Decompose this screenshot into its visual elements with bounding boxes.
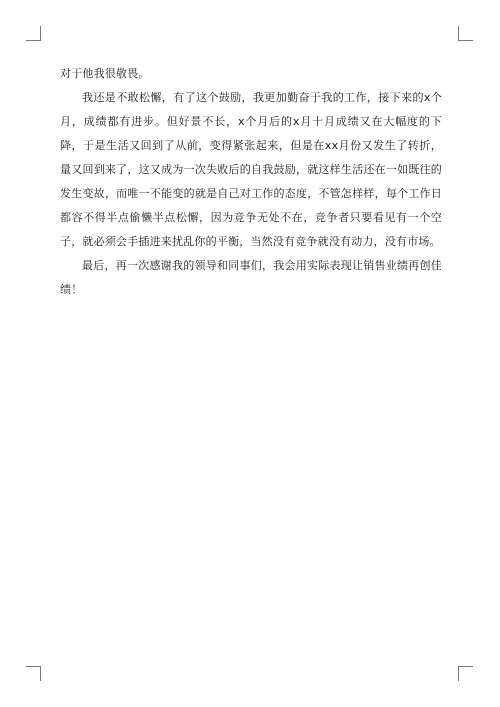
crop-mark-bottom-left <box>26 666 41 681</box>
crop-mark-top-right <box>458 26 473 41</box>
crop-mark-bottom-right <box>458 666 473 681</box>
document-body <box>60 62 442 302</box>
paragraph-3: 最后，再一次感谢我的领导和同事们，我会用实际表现让销售业绩再创佳绩！ <box>60 259 442 296</box>
paragraph-1: 对于他我很敬畏。 <box>60 67 150 80</box>
crop-mark-top-left <box>26 26 41 41</box>
paragraph-2: 我还是不敢松懈，有了这个鼓励，我更加勤奋于我的工作，接下来的x个月，成绩都有进步。但好景不长，x个月后的x月十月成绩又在大幅度的下降，于是生活又回到了从前，变得紧张起来，但是在xx月份又发生了转折，量又回到来了，这又成为一次失败后的自我鼓励，就这样生活还在一如既往的发生变故，而唯一不能变的就是自己对工作的态度，不管怎样样，每个工作日都容不得半点偷懒半点松懈，因为竞争无处不在，竞争者只要看见有一个空子，就必须会手插进来扰乱你的平衡，当然没有竞争就没有动力，没有市场。 <box>60 91 442 248</box>
